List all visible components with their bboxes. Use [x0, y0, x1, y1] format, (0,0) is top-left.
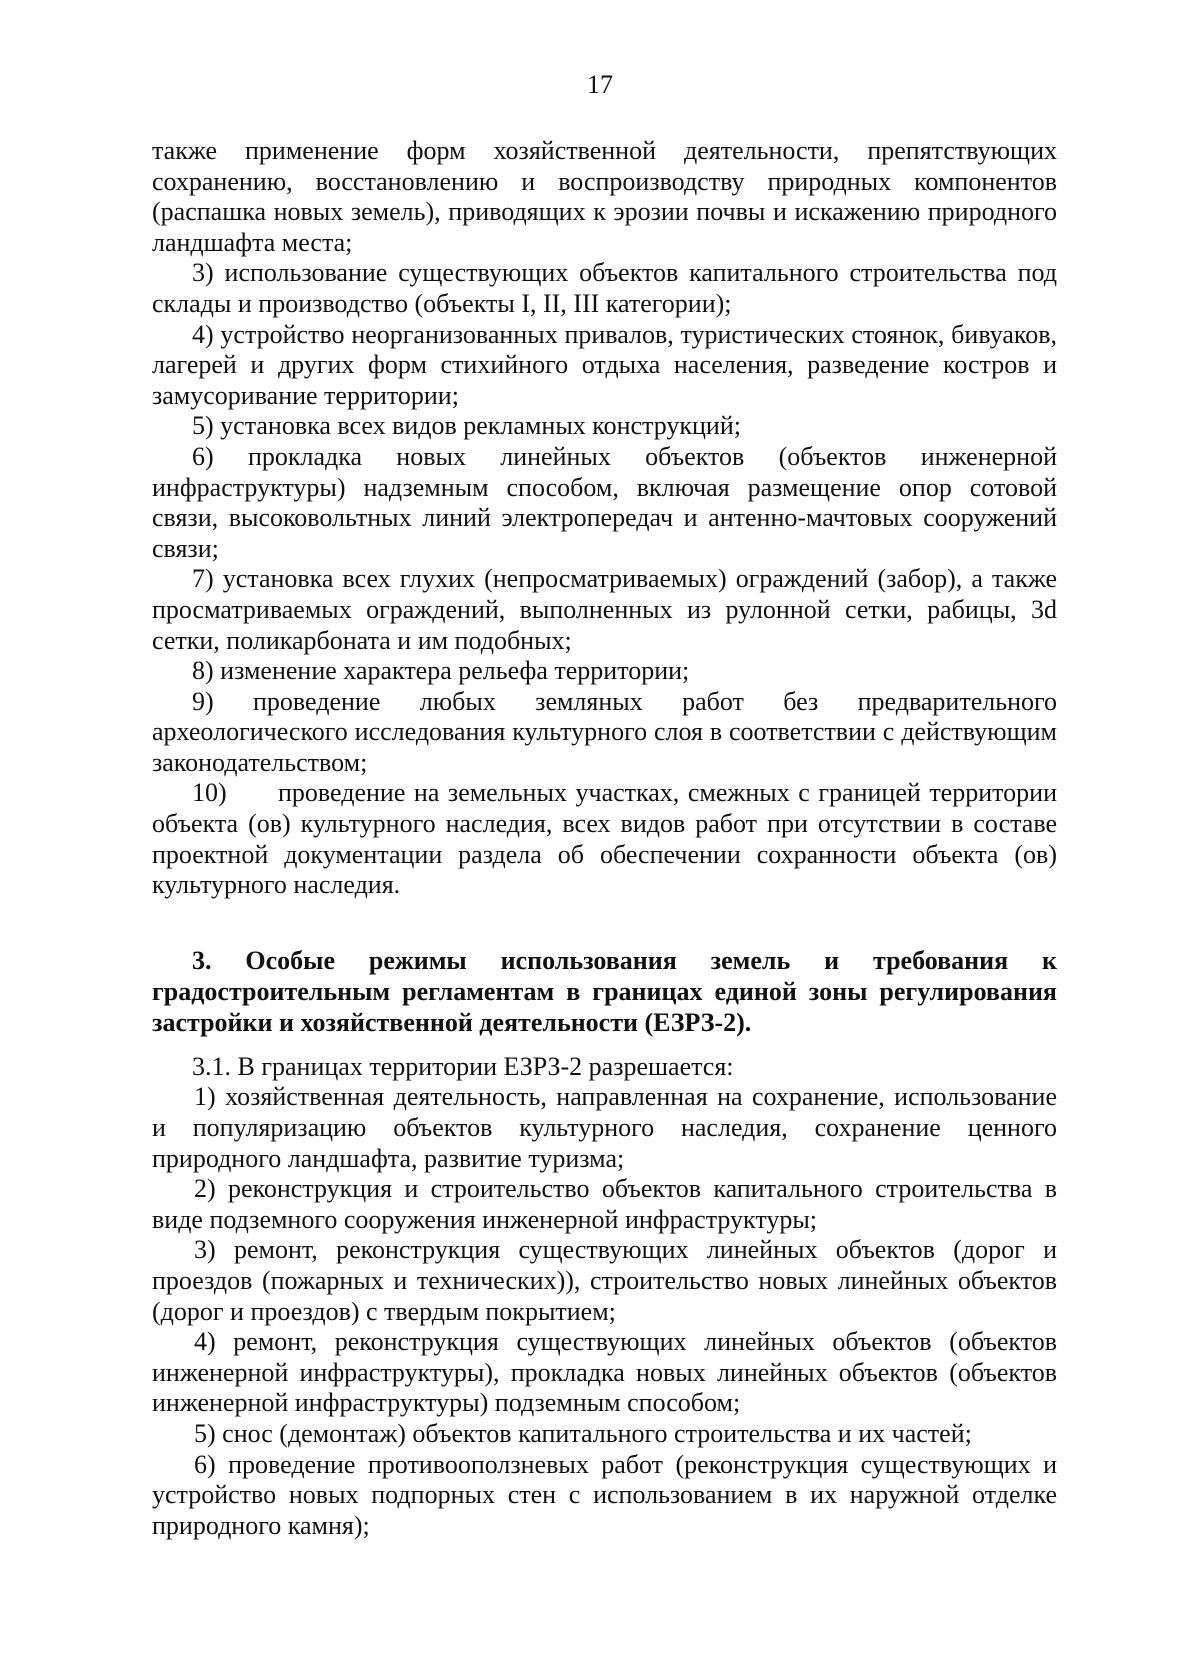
allowed-item-6: 6) проведение противооползневых работ (реконструкция существующих и устройство новых подпорных стен с использованием в их наружной отделке природного камня); [152, 1449, 1057, 1540]
allowed-item-2: 2) реконструкция и строительство объектов капитального строительства в виде подземного сооружения инженерной инфраструктуры; [152, 1174, 1057, 1234]
list-item-3: 3) использование существующих объектов капитального строительства под склады и производство (объекты I, II, III категории); [152, 258, 1057, 318]
page-number: 17 [587, 70, 613, 99]
list-item-8: 8) изменение характера рельефа территории; [192, 656, 690, 686]
subsection-title: 3.1. В границах территории ЕЗРЗ-2 разрешается: [192, 1051, 734, 1081]
paragraph-continuation: также применение форм хозяйственной деятельности, препятствующих сохранению, восстановлению и воспроизводству природных компонентов (распашка новых земель), приводящих к эрозии почвы и искажению природного ландшафта места; [152, 136, 1057, 257]
list-item-9: 9) проведение любых земляных работ без предварительного археологического исследования культурного слоя в соответствии с действующим законодательством; [152, 686, 1057, 777]
allowed-item-5: 5) снос (демонтаж) объектов капитального строительства и их частей; [194, 1418, 972, 1448]
allowed-item-4: 4) ремонт, реконструкция существующих линейных объектов (объектов инженерной инфраструктуры), прокладка новых линейных объектов (объектов инженерной инфраструктуры) подземным способом; [152, 1327, 1057, 1418]
list-item-6: 6) прокладка новых линейных объектов (объектов инженерной инфраструктуры) надземным способом, включая размещение опор сотовой связи, высоковольтных линий электропередач и антенно-мачтовых сооружений связи; [152, 441, 1057, 563]
list-item-10: 10) проведение на земельных участках, смежных с границей территории объекта (ов) культурного наследия, всех видов работ при отсутствии в составе проектной документации раздела об обеспечении сохранности объекта (ов) культурного наследия. [152, 778, 1064, 900]
section-heading: 3. Особые режимы использования земель и требования к градостроительным регламентам в границах единой зоны регулирования застройки и хозяйственной деятельности (ЕЗРЗ-2). [152, 945, 1064, 1037]
document-body [152, 136, 1064, 1541]
list-item-5: 5) установка всех видов рекламных конструкций; [192, 411, 741, 441]
list-item-4: 4) устройство неорганизованных привалов, туристических стоянок, бивуаков, лагерей и других форм стихийного отдыха населения, разведение костров и замусоривание территории; [152, 319, 1057, 410]
allowed-item-3: 3) ремонт, реконструкция существующих линейных объектов (дорог и проездов (пожарных и технических)), строительство новых линейных объектов (дорог и проездов) с твердым покрытием; [152, 1235, 1057, 1326]
list-item-7: 7) установка всех глухих (непросматриваемых) ограждений (забор), а также просматриваемых ограждений, выполненных из рулонной сетки, рабицы, 3d сетки, поликарбоната и им подобных; [152, 564, 1057, 655]
allowed-item-1: 1) хозяйственная деятельность, направленная на сохранение, использование и популяризацию объектов культурного наследия, сохранение ценного природного ландшафта, развитие туризма; [152, 1082, 1057, 1173]
